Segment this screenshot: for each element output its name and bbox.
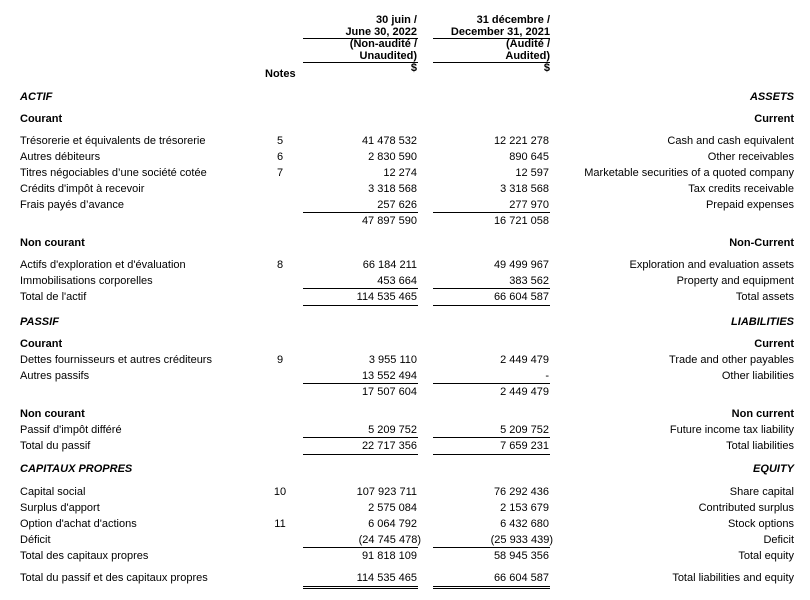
row-value-2022: 13 552 494 [361,370,417,382]
row-label-en: Tax credits receivable [688,183,794,195]
row-label-fr: Actifs d'exploration et d'évaluation [20,259,186,271]
row-label-fr: Total de l'actif [20,291,87,303]
row-label-en: Total liabilities [726,440,794,452]
section-liabilities: LIABILITIES [731,316,794,328]
row-label-en: Future income tax liability [669,424,794,436]
row-value-2022: 257 626 [377,199,417,211]
header-2022-line1: 30 juin / [376,14,417,26]
grand-total-double-rule-2021 [433,586,550,589]
subtotal-rule-2021 [433,212,550,213]
row-label-fr: Capital social [20,486,86,498]
row-label-en: Contributed surplus [698,502,794,514]
row-value-2022: 6 064 792 [368,518,417,530]
row-value-2022: 91 818 109 [361,550,417,562]
row-label-fr: Surplus d'apport [20,502,100,514]
row-label-en: Property and equipment [676,275,794,287]
row-label-fr: Frais payés d’avance [20,199,124,211]
row-value-2021: 5 209 752 [500,424,549,436]
row-label-fr: Déficit [20,534,51,546]
subsection-current: Current [754,113,794,125]
section-passif: PASSIF [20,316,59,328]
subtotal-value-2021: 16 721 058 [493,215,549,227]
row-value-2021: 12 597 [515,167,549,179]
subsection-non-courant-passif: Non courant [20,408,85,420]
row-label-fr: Total du passif [20,440,91,452]
row-label-fr: Titres négociables d’une société cotée [20,167,207,179]
row-value-2022: 66 184 211 [362,259,417,271]
total-assets-underline-2022 [303,305,418,306]
row-label-en: Share capital [729,486,794,498]
subsection-non-courant: Non courant [20,237,85,249]
row-label-en: Other liabilities [721,370,794,382]
subtotal-rule-2022 [303,212,418,213]
section-equity: EQUITY [753,463,794,475]
row-value-2022: 107 923 711 [356,486,417,498]
section-capitaux-propres: CAPITAUX PROPRES [20,463,133,475]
row-label-en: Other receivables [707,151,794,163]
row-value-2021: 383 562 [509,275,549,287]
row-label-fr: Total du passif et des capitaux propres [20,572,208,584]
header-2022-line2: June 30, 2022 [345,26,417,38]
row-label-fr: Immobilisations corporelles [20,275,153,287]
grand-total-double-rule-2022 [303,586,418,589]
header-2022-underline [303,38,418,39]
header-2022-currency: $ [410,62,417,74]
subsection-non-current-liabilities: Non current [731,408,794,420]
row-note: 10 [273,486,287,498]
row-label-fr: Autres passifs [20,370,90,382]
row-value-2021: 58 945 356 [493,550,549,562]
subsection-courant-passif: Courant [20,338,63,350]
row-value-2021: 890 645 [509,151,549,163]
row-value-2022: 2 575 084 [368,502,417,514]
total-equity-rule-2022 [303,547,418,548]
total-assets-rule-2021 [433,288,550,289]
row-value-2021: 76 292 436 [493,486,549,498]
section-assets: ASSETS [749,91,794,103]
row-note: 9 [276,354,284,366]
header-2021-line1: 31 décembre / [476,14,550,26]
header-2022-line4: Unaudited) [359,50,417,62]
row-value-2022: 5 209 752 [368,424,417,436]
row-label-en: Cash and cash equivalent [667,135,794,147]
subtotal-value-2021: 2 449 479 [500,386,549,398]
row-value-2021: 2 449 479 [500,354,549,366]
header-2022-underline2 [303,62,418,63]
subtotal-rule-2022 [303,383,418,384]
subtotal-value-2022: 17 507 604 [361,386,417,398]
row-label-en: Stock options [727,518,794,530]
row-value-2022: 12 274 [383,167,417,179]
row-label-fr: Option d'achat d'actions [20,518,137,530]
column-header-2022 [300,14,417,74]
row-value-2021: 66 604 587 [493,572,549,584]
section-actif: ACTIF [20,91,53,103]
total-assets-rule-2022 [303,288,418,289]
row-value-2021: 7 659 231 [500,440,549,452]
row-value-2021: 3 318 568 [500,183,549,195]
row-label-en: Prepaid expenses [705,199,794,211]
row-label-fr: Passif d'impôt différé [20,424,122,436]
row-value-2021: 6 432 680 [500,518,549,530]
row-value-2022: 2 830 590 [368,151,417,163]
column-header-2021 [430,14,550,74]
row-label-fr: Dettes fournisseurs et autres créditeurs [20,354,212,366]
row-label-en: Trade and other payables [669,354,794,366]
subsection-non-current: Non-Current [729,237,794,249]
row-value-2021: 66 604 587 [493,291,549,303]
header-2021-currency: $ [543,62,550,74]
subsection-current-liabilities: Current [754,338,794,350]
row-value-2021: (25 933 439) [490,534,553,546]
row-note: 11 [274,518,286,530]
header-2022-line3: (Non-audité / [349,38,417,50]
row-value-2021: 12 221 278 [493,135,549,147]
total-liabilities-rule-2021 [433,437,550,438]
row-label-en: Marketable securities of a quoted company [584,167,794,179]
row-note: 5 [276,135,284,147]
row-label-fr: Autres débiteurs [20,151,101,163]
total-liabilities-underline-2021 [433,454,550,455]
subsection-courant: Courant [20,113,63,125]
row-label-fr: Total des capitaux propres [20,550,149,562]
row-value-2022: 114 535 465 [356,291,417,303]
notes-header: Notes [265,68,296,80]
row-value-2022: 114 535 465 [356,572,417,584]
row-value-2022: 3 318 568 [368,183,417,195]
row-label-en: Exploration and evaluation assets [629,259,794,271]
row-label-en: Total liabilities and equity [672,572,794,584]
row-value-2022: (24 745 478) [358,534,421,546]
row-label-fr: Crédits d'impôt à recevoir [20,183,145,195]
row-value-2021: 2 153 679 [500,502,549,514]
row-label-fr: Trésorerie et équivalents de trésorerie [20,135,206,147]
row-value-2021: 49 499 967 [493,259,549,271]
total-liabilities-underline-2022 [303,454,418,455]
row-label-en: Total assets [735,291,794,303]
row-value-2022: 3 955 110 [368,354,417,366]
row-label-en: Deficit [763,534,794,546]
row-label-en: Total equity [738,550,794,562]
row-note: 8 [276,259,284,271]
header-2021-underline [433,38,550,39]
header-2021-line4: Audited) [505,50,550,62]
subtotal-value-2022: 47 897 590 [361,215,417,227]
row-note: 7 [276,167,284,179]
row-note: 6 [276,151,284,163]
total-assets-underline-2021 [433,305,550,306]
header-2021-line3: (Audité / [506,38,550,50]
row-value-2022: 22 717 356 [361,440,417,452]
header-2021-underline2 [433,62,550,63]
subtotal-rule-2021 [433,383,550,384]
total-liabilities-rule-2022 [303,437,418,438]
header-2021-line2: December 31, 2021 [450,26,550,38]
row-value-2021: 277 970 [509,199,549,211]
row-value-2022: 41 478 532 [361,135,417,147]
row-value-2021: - [545,370,549,382]
total-equity-rule-2021 [433,547,550,548]
row-value-2022: 453 664 [377,275,417,287]
